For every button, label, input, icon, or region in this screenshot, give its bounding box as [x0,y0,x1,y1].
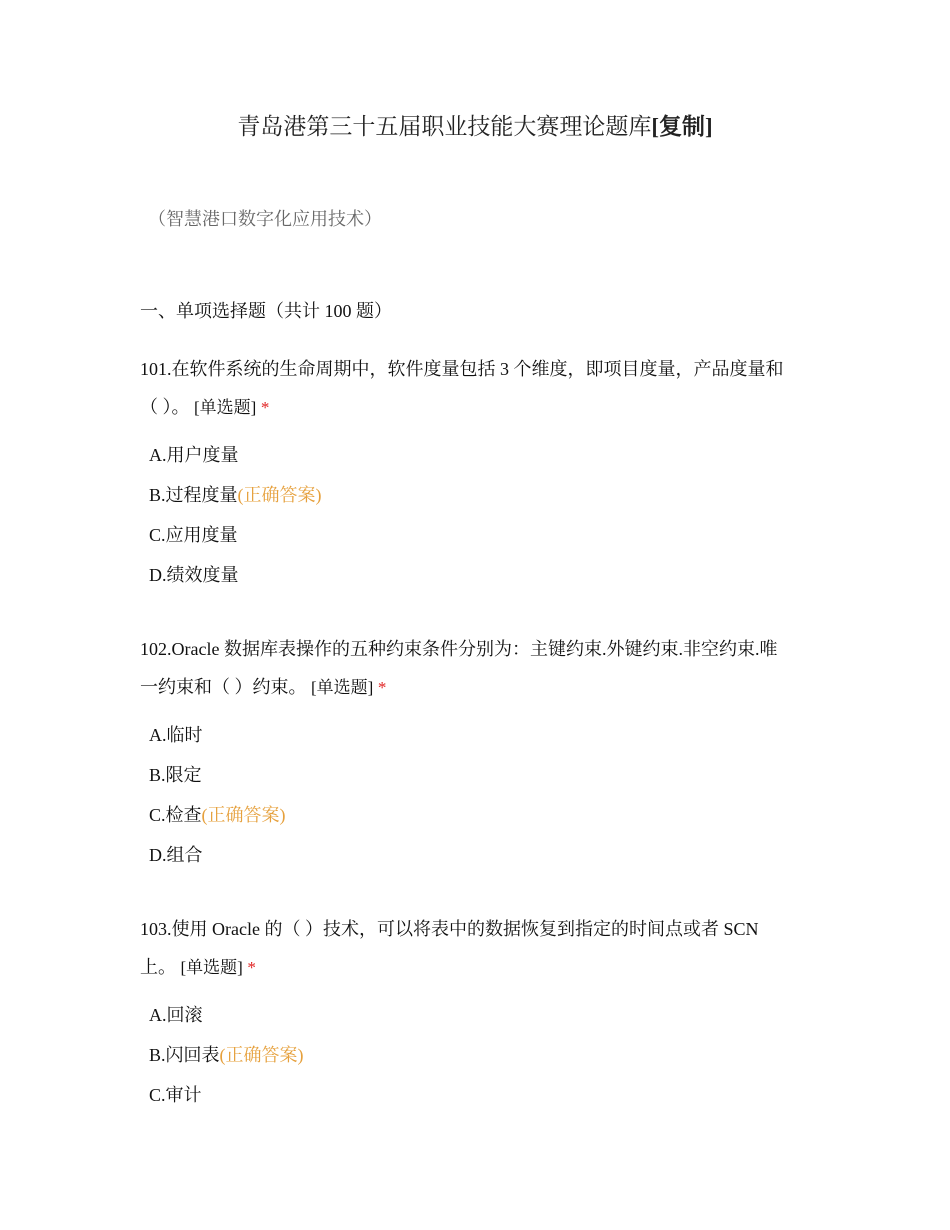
correct-answer-mark: (正确答案) [219,1045,304,1065]
option-text: C.审计 [149,1085,202,1105]
option-d [140,555,810,595]
question-103 [140,910,810,1115]
option-c [140,1075,810,1115]
question-stem-line1: 103.使用 Oracle 的（ ）技术，可以将表中的数据恢复到指定的时间点或者 SCN [140,919,759,939]
option-list [140,995,810,1115]
question-stem-line2: 上。 [140,957,176,977]
option-d [140,835,810,875]
option-text: A.临时 [149,725,203,745]
question-stem-line1: 102.Oracle 数据库表操作的五种约束条件分别为：主键约束.外键约束.非空约束.唯 [140,639,778,659]
option-list [140,435,810,595]
required-mark: * [377,678,387,697]
page-subtitle: （智慧港口数字化应用技术） [148,209,382,230]
option-text: C.应用度量 [149,525,238,545]
option-text: B.限定 [149,765,202,785]
option-text: D.组合 [149,845,203,865]
question-stem [140,630,810,707]
section-heading: 一、单项选择题（共计 100 题） [140,301,392,321]
correct-answer-mark: (正确答案) [237,485,322,505]
question-stem [140,350,810,427]
question-type-label: [单选题] [194,398,257,417]
question-101 [140,350,810,595]
option-c [140,515,810,555]
page-title [0,110,950,144]
option-a [140,715,810,755]
question-stem-line2: 一约束和（ ）约束。 [140,677,307,697]
question-type-label: [单选题] [180,958,243,977]
option-b [140,755,810,795]
option-text: D.绩效度量 [149,565,239,585]
option-text: A.用户度量 [149,445,239,465]
question-stem-line1: 101.在软件系统的生命周期中，软件度量包括 3 个维度，即项目度量，产品度量和 [140,359,784,379]
required-mark: * [260,398,270,417]
option-text: A.回滚 [149,1005,203,1025]
option-list [140,715,810,875]
option-text: B.过程度量 [149,485,238,505]
option-text: C.检查 [149,805,202,825]
question-stem [140,910,810,987]
required-mark: * [247,958,256,977]
option-c [140,795,810,835]
option-text: B.闪回表 [149,1045,220,1065]
title-main: 青岛港第三十五届职业技能大赛理论题库 [237,114,652,139]
option-b [140,1035,810,1075]
option-a [140,995,810,1035]
option-a [140,435,810,475]
question-type-label: [单选题] [311,678,374,697]
option-b [140,475,810,515]
question-stem-line2: （ ）。 [140,397,190,417]
correct-answer-mark: (正确答案) [201,805,286,825]
title-copy-suffix: [复制] [651,114,713,139]
question-102 [140,630,810,875]
